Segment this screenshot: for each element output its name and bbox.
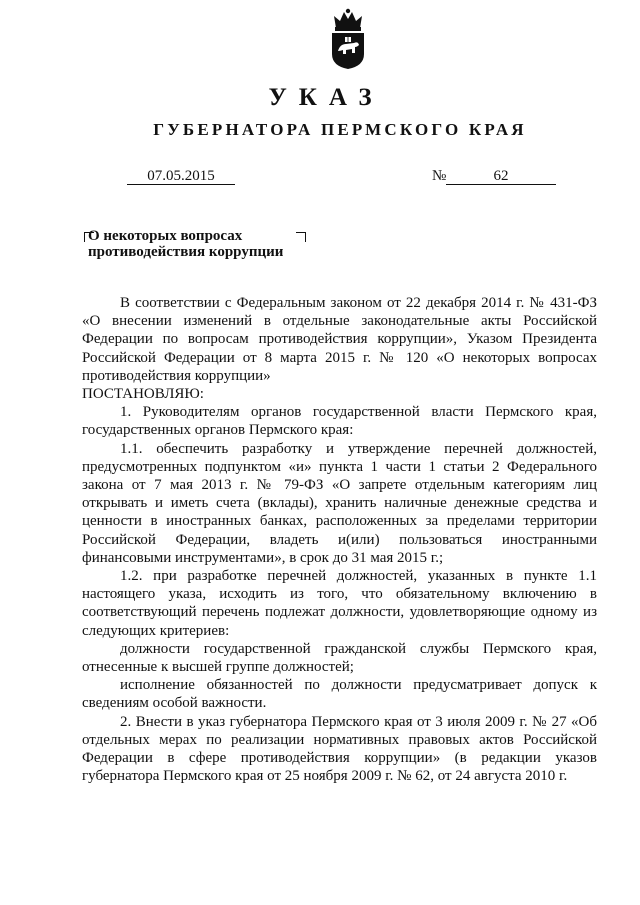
subject-line-2: противодействия коррупции [88,244,284,260]
paragraph-1-1: 1.1. обеспечить разработку и утверждение перечней должностей, предусмотренных подпунктом «и» пункта 1 части 1 статьи 2 Федерального закона от 7 мая 2013 г. № 79-ФЗ «О запрете отдельным категориям лиц открывать и иметь счета (вклады), хранить наличные денежные средства и ценности в иностранных банках, расположенных за пределами территории Российской Федерации, владеть и(или) пользоваться иностранными финансовыми инструментами», в срок до 31 мая 2015 г.; [82,440,597,566]
number-label: № [432,168,447,184]
criterion-2: исполнение обязанностей по должности предусматривает допуск к сведениям особой важности. [82,677,597,712]
document-number: 62 [446,168,556,185]
document-subject [88,228,283,260]
document-date: 07.05.2015 [127,168,235,185]
paragraph-1-2: 1.2. при разработке перечней должностей, указанных в пункте 1.1 настоящего указа, исходить из того, что обязательному включению в соответствующий перечень подлежат должности, удовлетворяющие одному из следующих критериев: [82,568,597,639]
subject-corner-mark-right [296,232,306,242]
coat-of-arms-icon [328,8,368,70]
criterion-1: должности государственной гражданской службы Пермского края, отнесенные к высшей группе должностей; [82,640,597,676]
decree-keyword: ПОСТАНОВЛЯЮ: [82,386,204,403]
document-title: УКАЗ [268,84,384,111]
document-body [82,294,597,785]
preamble-paragraph: В соответствии с Федеральным законом от 22 декабря 2014 г. № 431-ФЗ «О внесении изменений в отдельные законодательные акты Российской Федерации по вопросам противодействия коррупции», Указом Президента Российской Федерации от 8 марта 2015 г. № 120 «О некоторых вопросах противодействия коррупции» [82,295,597,384]
paragraph-2: 2. Внести в указ губернатора Пермского края от 3 июля 2009 г. № 27 «Об отдельных мерах по реализации нормативных правовых актов Российской Федерации в сфере противодействия коррупции» (в редакции указов губернатора Пермского края от 25 ноября 2009 г. № 62, от 24 августа 2010 г. [82,713,597,785]
document-subtitle: ГУБЕРНАТОРА ПЕРМСКОГО КРАЯ [153,120,527,139]
subject-line-1: О некоторых вопросах [88,228,243,244]
paragraph-1: 1. Руководителям органов государственной власти Пермского края, государственных органов Пермского края: [82,404,597,439]
